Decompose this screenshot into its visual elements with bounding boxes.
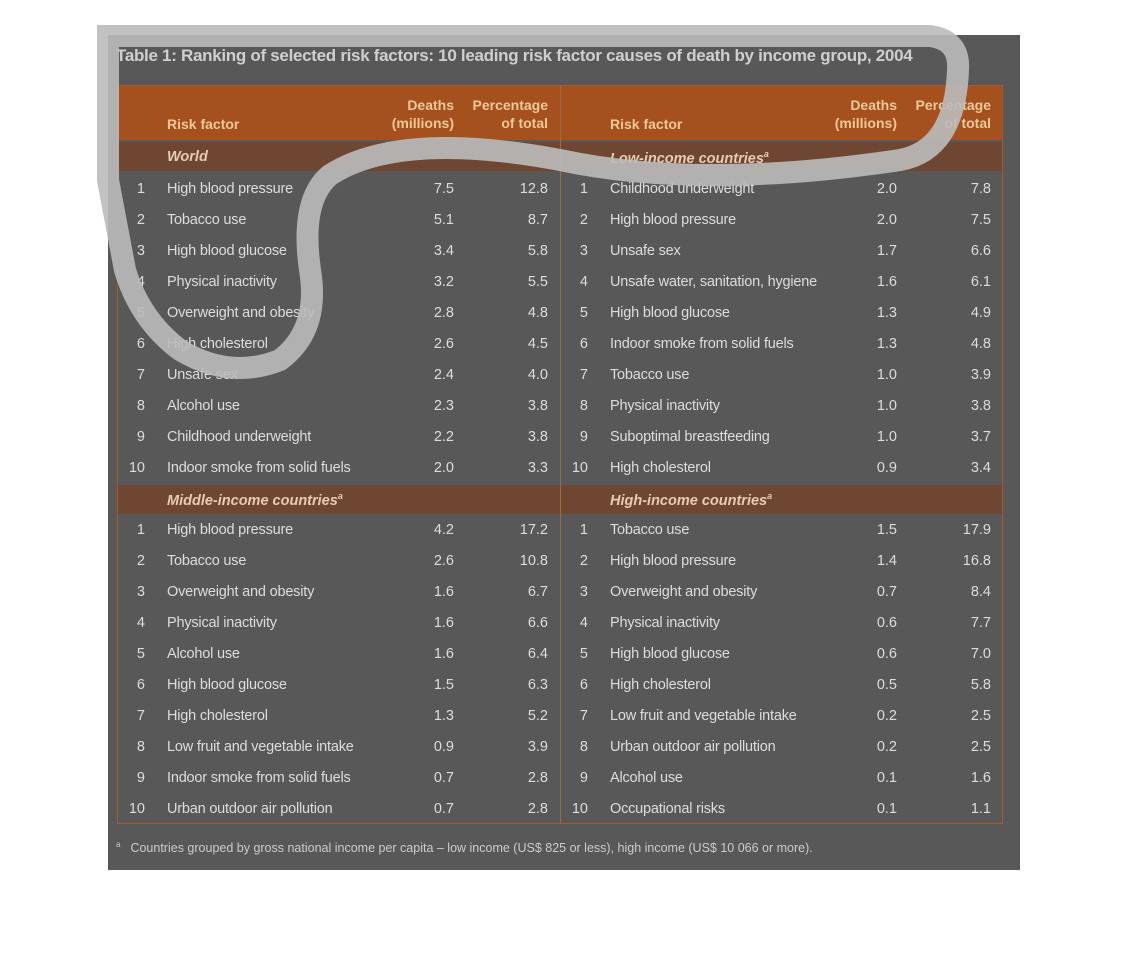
deaths-cell: 0.6 [876,615,897,631]
rank-cell: 10 [128,801,145,817]
col-header-pct-line2: of total [501,115,548,131]
percentage-cell: 6.7 [527,584,548,600]
risk-factor-cell: High blood pressure [167,181,293,197]
risk-factor-cell: Low fruit and vegetable intake [610,708,797,724]
rank-cell: 1 [579,522,588,538]
risk-factor-cell: High blood pressure [610,212,736,228]
deaths-cell: 0.2 [876,708,897,724]
risk-factor-cell: Indoor smoke from solid fuels [610,336,794,352]
footnote-marker: a [763,149,769,159]
rank-cell: 9 [136,429,145,445]
rank-cell: 7 [579,708,588,724]
risk-factor-cell: Alcohol use [610,770,683,786]
rank-cell: 2 [579,553,588,569]
deaths-cell: 1.0 [876,367,897,383]
percentage-cell: 2.5 [970,739,991,755]
percentage-cell: 3.7 [970,429,991,445]
deaths-cell: 1.5 [876,522,897,538]
rank-cell: 6 [579,336,588,352]
percentage-cell: 7.7 [970,615,991,631]
deaths-cell: 1.4 [876,553,897,569]
percentage-cell: 2.8 [527,770,548,786]
rank-cell: 3 [579,243,588,259]
risk-factor-cell: High cholesterol [167,708,268,724]
deaths-cell: 1.6 [876,274,897,290]
col-header-deaths-line1: Deaths [407,97,454,113]
deaths-cell: 5.1 [433,212,454,228]
risk-factor-cell: Unsafe sex [167,367,238,383]
group-label-text: Low-income countries [610,150,764,167]
risk-factor-cell: Physical inactivity [167,615,277,631]
percentage-cell: 3.4 [970,460,991,476]
footnote-text: Countries grouped by gross national income per capita – low income (US$ 825 or less), high income (US$ 10 066 or more). [130,841,813,856]
risk-factor-cell: Unsafe water, sanitation, hygiene [610,274,818,290]
percentage-cell: 4.8 [527,305,548,321]
rank-cell: 8 [136,739,145,755]
percentage-cell: 12.8 [519,181,548,197]
percentage-cell: 2.5 [970,708,991,724]
rank-cell: 5 [136,305,145,321]
deaths-cell: 1.6 [433,615,454,631]
deaths-cell: 0.7 [433,770,454,786]
deaths-cell: 1.7 [876,243,897,259]
deaths-cell: 0.9 [433,739,454,755]
rank-cell: 5 [579,305,588,321]
footnote-marker: a [337,491,343,501]
deaths-cell: 2.6 [433,553,454,569]
percentage-cell: 8.7 [527,212,548,228]
col-header-deaths-line2: (millions) [391,115,454,131]
rank-cell: 2 [136,553,145,569]
risk-factor-cell: High blood pressure [610,553,736,569]
deaths-cell: 0.1 [876,770,897,786]
risk-factor-cell: Tobacco use [167,553,247,569]
group-label-text: High-income countries [610,492,768,509]
percentage-cell: 16.8 [962,553,991,569]
risk-factor-cell: Unsafe sex [610,243,681,259]
risk-factor-cell: Physical inactivity [167,274,277,290]
risk-factor-cell: Overweight and obesity [167,584,315,600]
col-header-deaths [817,96,897,132]
col-header-pct-line1: Percentage [915,97,991,113]
percentage-cell: 7.5 [970,212,991,228]
deaths-cell: 0.5 [876,677,897,693]
percentage-cell: 4.8 [970,336,991,352]
col-header-risk-factor: Risk factor [610,116,683,132]
rank-cell: 3 [579,584,588,600]
col-header-risk-factor: Risk factor [167,116,240,132]
rank-cell: 4 [136,615,145,631]
deaths-cell: 1.3 [876,305,897,321]
rank-cell: 1 [579,181,588,197]
percentage-cell: 17.9 [962,522,991,538]
group-label-high-income [610,491,772,509]
rank-cell: 4 [579,274,588,290]
percentage-cell: 3.8 [527,398,548,414]
group-label-world: World [167,149,208,165]
rank-cell: 10 [128,460,145,476]
risk-factor-cell: Tobacco use [610,367,690,383]
risk-factor-cell: Physical inactivity [610,615,720,631]
rank-cell: 1 [136,522,145,538]
footnote [116,840,813,855]
risk-factor-cell: Indoor smoke from solid fuels [167,770,351,786]
col-header-pct-line2: of total [944,115,991,131]
group-label-low-income [610,149,769,167]
deaths-cell: 2.0 [876,212,897,228]
risk-factor-cell: High blood glucose [610,646,730,662]
risk-factor-cell: High blood glucose [610,305,730,321]
risk-factor-cell: Urban outdoor air pollution [610,739,776,755]
deaths-cell: 1.3 [876,336,897,352]
deaths-cell: 3.2 [433,274,454,290]
percentage-cell: 6.4 [527,646,548,662]
deaths-cell: 2.8 [433,305,454,321]
percentage-cell: 3.8 [970,398,991,414]
risk-factor-cell: Childhood underweight [167,429,312,445]
rank-cell: 5 [136,646,145,662]
percentage-cell: 5.2 [527,708,548,724]
rank-cell: 7 [136,708,145,724]
rank-cell: 4 [579,615,588,631]
col-header-deaths-line1: Deaths [850,97,897,113]
deaths-cell: 2.2 [433,429,454,445]
col-header-pct-line1: Percentage [472,97,548,113]
percentage-cell: 3.3 [527,460,548,476]
percentage-cell: 4.5 [527,336,548,352]
percentage-cell: 4.9 [970,305,991,321]
rank-cell: 4 [136,274,145,290]
col-header-percentage [458,96,548,132]
deaths-cell: 0.7 [876,584,897,600]
percentage-cell: 10.8 [519,553,548,569]
risk-factor-cell: High blood glucose [167,243,287,259]
deaths-cell: 0.1 [876,801,897,817]
percentage-cell: 4.0 [527,367,548,383]
risk-factor-cell: Indoor smoke from solid fuels [167,460,351,476]
rank-cell: 7 [579,367,588,383]
risk-factor-cell: Overweight and obesity [610,584,758,600]
deaths-cell: 1.5 [433,677,454,693]
risk-factor-cell: Childhood underweight [610,181,755,197]
rank-cell: 10 [571,460,588,476]
deaths-cell: 2.0 [433,460,454,476]
risk-factor-cell: High cholesterol [610,460,711,476]
deaths-cell: 0.9 [876,460,897,476]
rank-cell: 6 [136,677,145,693]
risk-factor-cell: Overweight and obesity [167,305,315,321]
deaths-cell: 0.2 [876,739,897,755]
deaths-cell: 1.0 [876,398,897,414]
group-label-middle-income [167,491,343,509]
deaths-cell: 1.3 [433,708,454,724]
rank-cell: 3 [136,584,145,600]
risk-factor-cell: Low fruit and vegetable intake [167,739,354,755]
percentage-cell: 6.6 [527,615,548,631]
rank-cell: 9 [579,429,588,445]
percentage-cell: 6.6 [970,243,991,259]
col-header-deaths-line2: (millions) [834,115,897,131]
deaths-cell: 0.6 [876,646,897,662]
percentage-cell: 7.8 [970,181,991,197]
percentage-cell: 6.1 [970,274,991,290]
risk-factor-cell: Tobacco use [167,212,247,228]
rank-cell: 2 [579,212,588,228]
percentage-cell: 5.5 [527,274,548,290]
deaths-cell: 4.2 [433,522,454,538]
deaths-cell: 3.4 [433,243,454,259]
percentage-cell: 6.3 [527,677,548,693]
deaths-cell: 2.6 [433,336,454,352]
deaths-cell: 2.4 [433,367,454,383]
rank-cell: 7 [136,367,145,383]
deaths-cell: 0.7 [433,801,454,817]
col-header-deaths [374,96,454,132]
deaths-cell: 1.0 [876,429,897,445]
rank-cell: 6 [579,677,588,693]
rank-cell: 9 [136,770,145,786]
percentage-cell: 7.0 [970,646,991,662]
rank-cell: 6 [136,336,145,352]
rank-cell: 8 [579,739,588,755]
risk-factor-cell: High cholesterol [610,677,711,693]
risk-factor-cell: High blood glucose [167,677,287,693]
risk-factor-cell: Urban outdoor air pollution [167,801,333,817]
table-title: Table 1: Ranking of selected risk factors: 10 leading risk factor causes of death by income group, 2004 [116,46,913,65]
rank-cell: 1 [136,181,145,197]
percentage-cell: 1.1 [970,801,991,817]
risk-factor-cell: Tobacco use [610,522,690,538]
rank-cell: 2 [136,212,145,228]
percentage-cell: 5.8 [970,677,991,693]
rank-cell: 9 [579,770,588,786]
percentage-cell: 5.8 [527,243,548,259]
rank-cell: 5 [579,646,588,662]
percentage-cell: 17.2 [519,522,548,538]
deaths-cell: 2.3 [433,398,454,414]
percentage-cell: 8.4 [970,584,991,600]
risk-factor-cell: Alcohol use [167,646,240,662]
footnote-marker: a [116,840,121,849]
group-label-text: Middle-income countries [167,492,338,509]
risk-factor-cell: Physical inactivity [610,398,720,414]
footnote-marker: a [767,491,773,501]
deaths-cell: 7.5 [433,181,454,197]
rank-cell: 10 [571,801,588,817]
rank-cell: 3 [136,243,145,259]
deaths-cell: 1.6 [433,584,454,600]
deaths-cell: 1.6 [433,646,454,662]
percentage-cell: 1.6 [970,770,991,786]
risk-factor-cell: Occupational risks [610,801,725,817]
deaths-cell: 2.0 [876,181,897,197]
percentage-cell: 3.8 [527,429,548,445]
col-header-percentage [901,96,991,132]
percentage-cell: 2.8 [527,801,548,817]
risk-factor-cell: High cholesterol [167,336,268,352]
percentage-cell: 3.9 [527,739,548,755]
percentage-cell: 3.9 [970,367,991,383]
risk-factor-cell: Suboptimal breastfeeding [610,429,770,445]
risk-factor-cell: High blood pressure [167,522,293,538]
rank-cell: 8 [579,398,588,414]
risk-factor-cell: Alcohol use [167,398,240,414]
rank-cell: 8 [136,398,145,414]
